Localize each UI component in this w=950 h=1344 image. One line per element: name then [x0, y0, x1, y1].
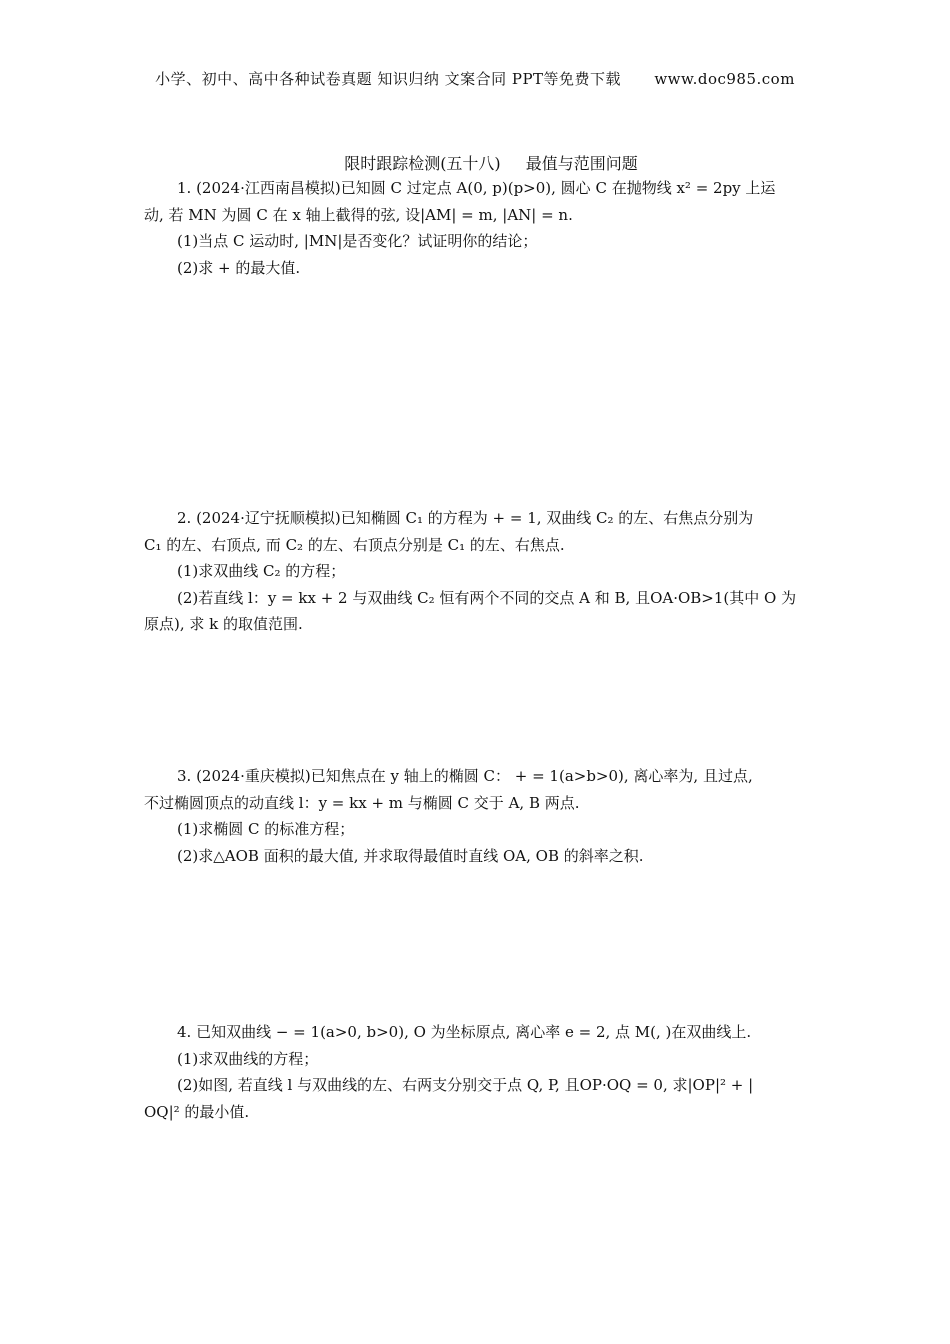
question-3-part2: (2)求△AOB 面积的最大值, 并求取得最值时直线 OA, OB 的斜率之积.	[177, 846, 644, 865]
question-1-stem-line2: 动, 若 MN 为圆 C 在 x 轴上截得的弦, 设|AM| = m, |AN| = n.	[144, 205, 573, 224]
question-2-stem-line2: C₁ 的左、右顶点, 而 C₂ 的左、右顶点分别是 C₁ 的左、右焦点.	[144, 535, 565, 554]
question-1-stem-line1: 1. (2024·江西南昌模拟)已知圆 C 过定点 A(0, p)(p>0), 圆心 C 在抛物线 x² = 2py 上运	[177, 179, 776, 197]
page-title	[0, 151, 950, 174]
question-4-part1: (1)求双曲线的方程；	[177, 1049, 319, 1068]
question-3-stem-line2: 不过椭圆顶点的动直线 l：y = kx + m 与椭圆 C 交于 A, B 两点.	[144, 793, 580, 812]
question-4-part2-line2: OQ|² 的最小值.	[144, 1102, 250, 1121]
question-2-part2-line1: (2)若直线 l：y = kx + 2 与双曲线 C₂ 恒有两个不同的交点 A 和 B, 且OA·OB>1(其中 O 为	[177, 588, 797, 607]
page-header	[0, 68, 950, 89]
question-2-part1: (1)求双曲线 C₂ 的方程；	[177, 562, 346, 580]
question-2-part2-line2: 原点), 求 k 的取值范围.	[144, 615, 303, 633]
question-2	[144, 505, 814, 638]
question-3-stem-line1: 3. (2024·重庆模拟)已知焦点在 y 轴上的椭圆 C： + = 1(a>b>0), 离心率为, 且过点,	[177, 767, 753, 785]
question-1-part2: (2)求 + 的最大值.	[177, 258, 301, 277]
question-1	[144, 175, 814, 281]
title-main: 限时跟踪检测(五十八)	[344, 154, 501, 173]
header-slogan: 小学、初中、高中各种试卷真题 知识归纳 文案合同 PPT等免费下载	[155, 70, 622, 88]
title-sub: 最值与范围问题	[525, 154, 638, 173]
question-3-part1: (1)求椭圆 C 的标准方程；	[177, 820, 355, 838]
question-1-part1: (1)当点 C 运动时, |MN|是否变化？试证明你的结论；	[177, 232, 538, 250]
question-4-stem-line1: 4. 已知双曲线 − = 1(a>0, b>0), O 为坐标原点, 离心率 e = 2, 点 M(, )在双曲线上.	[177, 1023, 752, 1041]
question-3	[144, 763, 814, 869]
header-site-link[interactable]: www.doc985.com	[654, 70, 795, 88]
question-2-stem-line1: 2. (2024·辽宁抚顺模拟)已知椭圆 C₁ 的方程为 + = 1, 双曲线 C₂ 的左、右焦点分别为	[177, 509, 754, 527]
question-4-part2-line1: (2)如图, 若直线 l 与双曲线的左、右两支分别交于点 Q, P, 且OP·OQ = 0, 求|OP|² + |	[177, 1076, 754, 1094]
question-4	[144, 1019, 814, 1125]
